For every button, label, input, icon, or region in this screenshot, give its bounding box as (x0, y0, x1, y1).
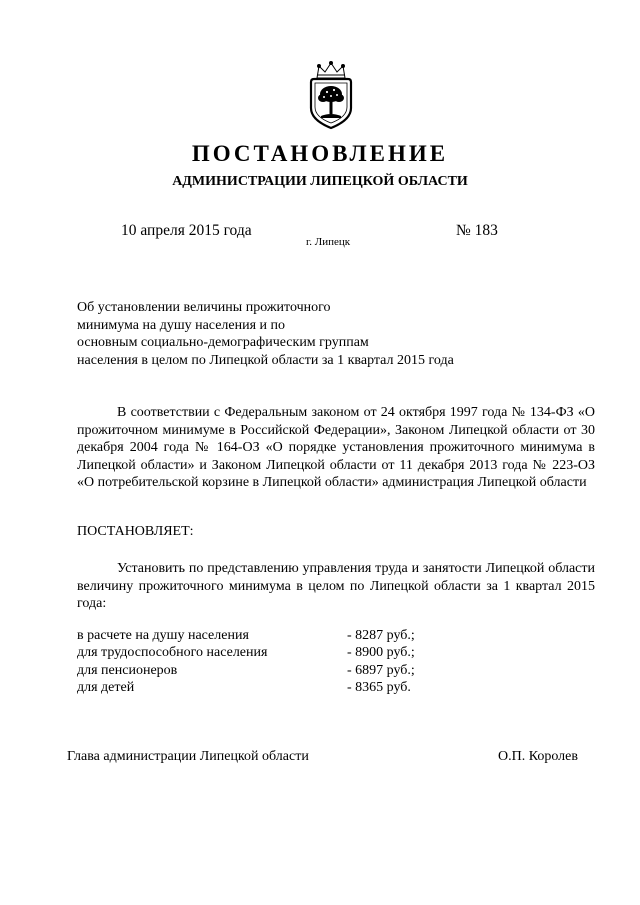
rates-list (77, 627, 497, 696)
rate-row (77, 679, 497, 696)
rate-value: - 8900 руб.; (347, 645, 415, 661)
rate-value: - 6897 руб.; (347, 662, 415, 678)
rate-category: для детей (77, 679, 135, 695)
decree-paragraph: Установить по представлению управления труда и занятости Липецкой области величину прожиточного минимума в целом по Липецкой области за 1 квартал 2015 года: (77, 561, 595, 611)
issuing-authority: АДМИНИСТРАЦИИ ЛИПЕЦКОЙ ОБЛАСТИ (172, 174, 468, 189)
coat-of-arms-icon (301, 60, 361, 132)
rate-row (77, 644, 497, 661)
signer-name: О.П. Королев (498, 749, 578, 764)
document-city: г. Липецк (306, 236, 351, 248)
rate-value: - 8287 руб.; (347, 628, 415, 643)
rate-row (77, 627, 497, 644)
rate-row (77, 662, 497, 679)
rate-category: для пенсионеров (77, 662, 178, 678)
document-title: ПОСТАНОВЛЕНИЕ (191, 141, 449, 166)
rate-value: - 8365 руб. (347, 679, 411, 695)
rate-category: в расчете на душу населения (77, 628, 249, 643)
document-subject: Об установлении величины прожиточного минимума на душу населения и по основным социально-демографическим группам населения в целом по Липецкой области за 1 квартал 2015 года (77, 300, 454, 368)
rate-category: для трудоспособного населения (77, 645, 268, 661)
signer-position: Глава администрации Липецкой области (67, 749, 309, 764)
document-number: № 183 (456, 222, 498, 239)
decree-heading: ПОСТАНОВЛЯЕТ: (77, 524, 194, 539)
preamble-paragraph: В соответствии с Федеральным законом от 24 октября 1997 года № 134-ФЗ «О прожиточном минимуме в Российской Федерации», Законом Липецкой области от 30 декабря 2004 года № 164-ОЗ «О порядке установления прожиточного минимума в Липецкой области» и Законом Липецкой области от 11 декабря 2013 года № 223-ОЗ «О потребительской корзине в Липецкой области» администрация Липецкой области (77, 405, 595, 490)
document-date: 10 апреля 2015 года (121, 222, 252, 239)
